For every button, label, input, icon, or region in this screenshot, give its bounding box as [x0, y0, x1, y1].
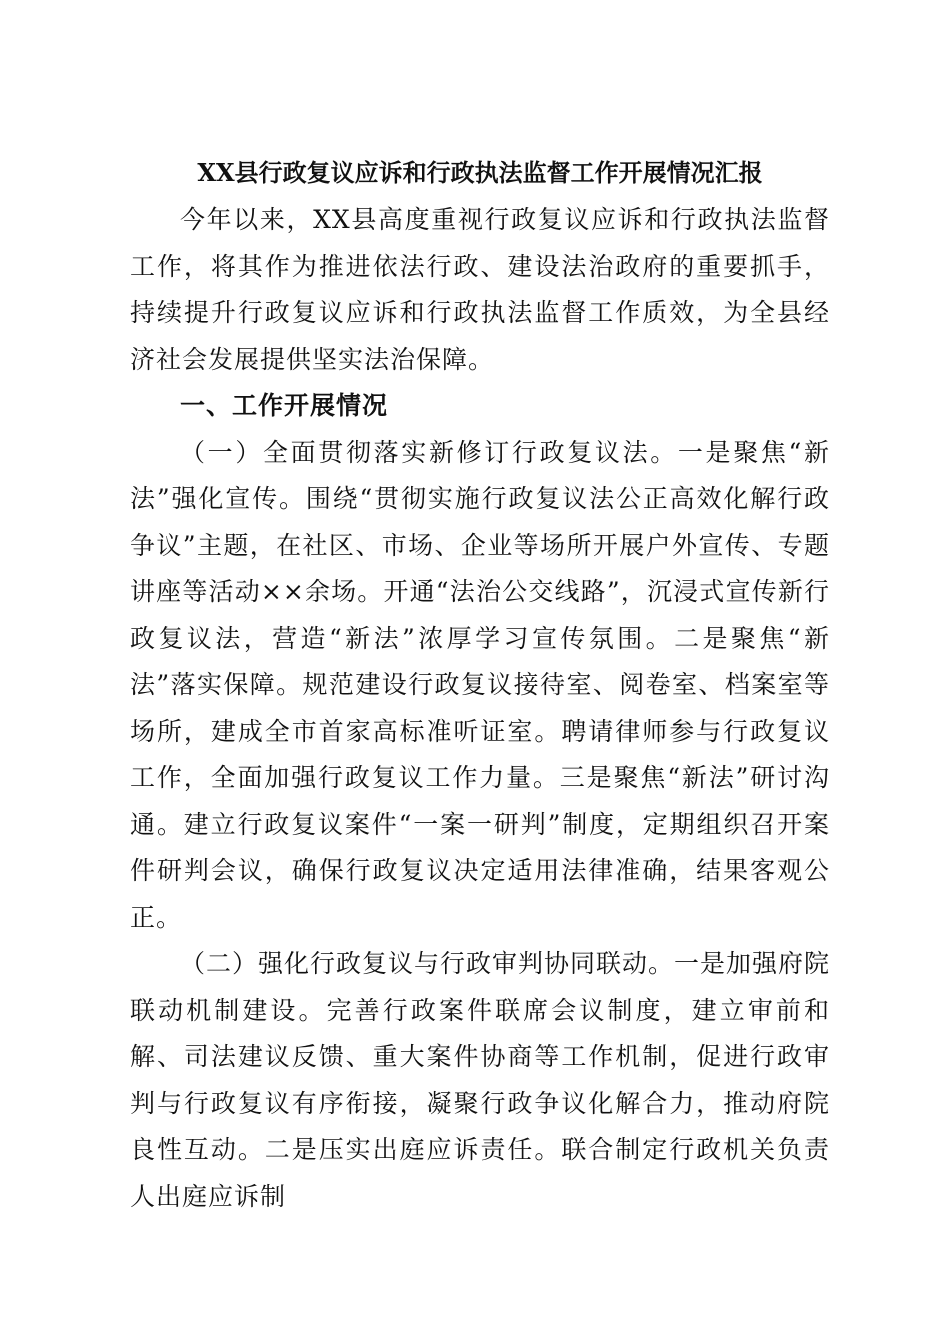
- section-heading-work-progress: 一、工作开展情况: [180, 391, 389, 420]
- paragraph-coordinated-linkage: （二）强化行政复议与行政审判协同联动。一是加强府院联动机制建设。完善行政案件联席会议制度，建立审前和解、司法建议反馈、重大案件协商等工作机制，促进行政审判与行政复议有序衔接，凝聚行政争议化解合力，推动府院良性互动。二是压实出庭应诉责任。联合制定行政机关负责人出庭应诉制: [130, 949, 831, 1211]
- document-body: [130, 155, 830, 1220]
- paragraph-implement-new-law: （一）全面贯彻落实新修订行政复议法。一是聚焦“新法”强化宣传。围绕“贯彻实施行政复议法公正高效化解行政争议”主题，在社区、市场、企业等场所开展户外宣传、专题讲座等活动××余场。开通“法治公交线路”，沉浸式宣传新行政复议法，营造“新法”浓厚学习宣传氛围。二是聚焦“新法”落实保障。规范建设行政复议接待室、阅卷室、档案室等场所，建成全市首家高标准听证室。聘请律师参与行政复议工作，全面加强行政复议工作力量。三是聚焦“新法”研讨沟通。建立行政复议案件“一案一研判”制度，定期组织召开案件研判会议，确保行政复议决定适用法律准确，结果客观公正。: [130, 437, 830, 932]
- document-title: XX县行政复议应诉和行政执法监督工作开展情况汇报: [197, 158, 763, 187]
- intro-paragraph: 今年以来，XX县高度重视行政复议应诉和行政执法监督工作，将其作为推进依法行政、建设法治政府的重要抓手，持续提升行政复议应诉和行政执法监督工作质效，为全县经济社会发展提供坚实法治保障。: [130, 205, 830, 374]
